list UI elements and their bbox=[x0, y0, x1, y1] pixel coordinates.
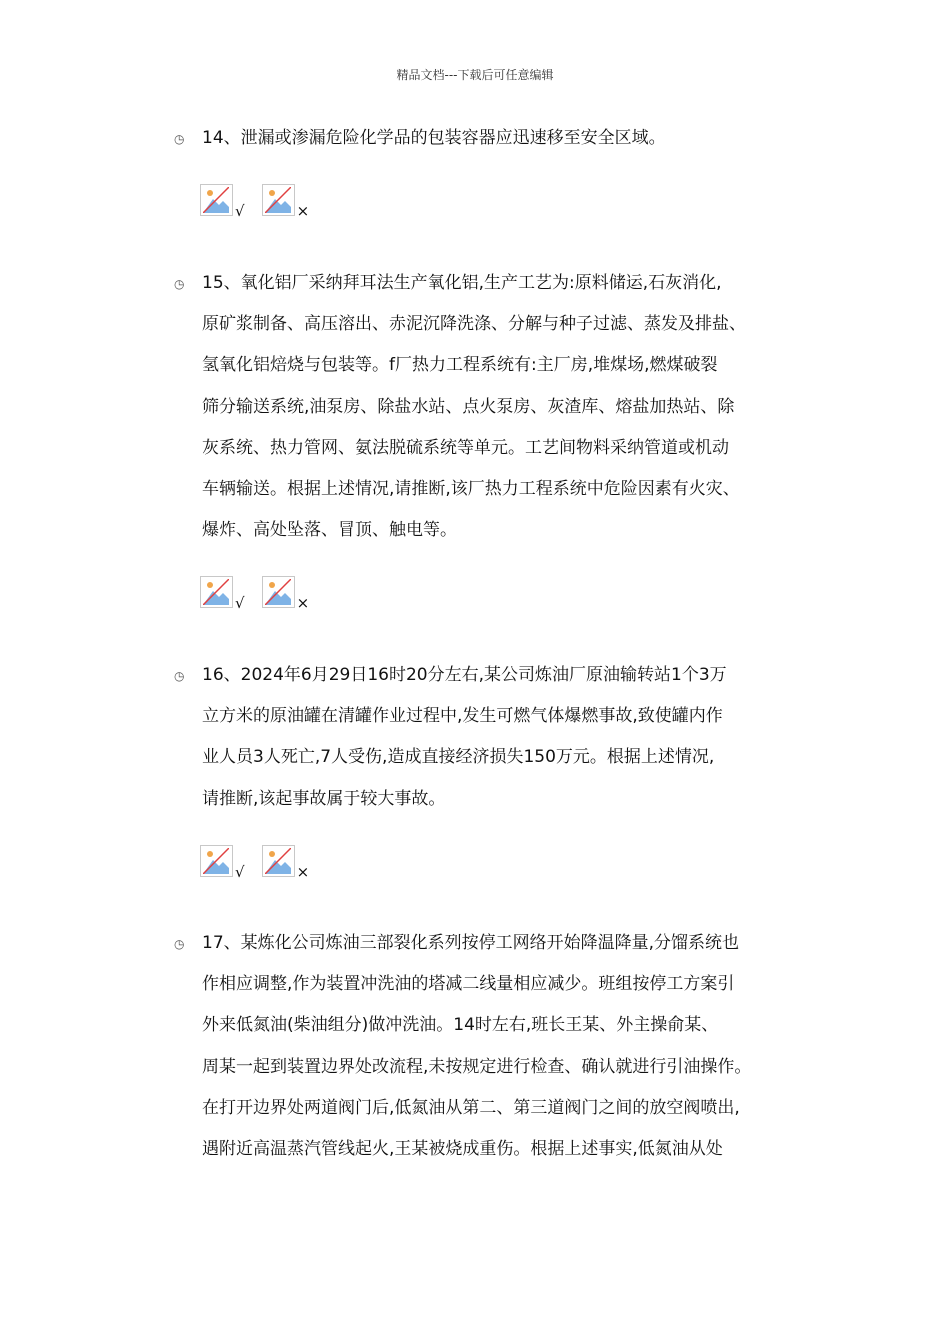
option-false[interactable] bbox=[262, 845, 310, 881]
page-header: 精品文档---下载后可任意编辑 bbox=[396, 68, 554, 82]
broken-image-icon bbox=[200, 845, 233, 877]
option-true[interactable] bbox=[200, 845, 245, 881]
clock-bullet-icon: ◷ bbox=[174, 669, 185, 683]
answer-options bbox=[200, 845, 321, 879]
cross-mark: × bbox=[296, 202, 310, 220]
cross-mark: × bbox=[296, 594, 310, 612]
answer-options bbox=[200, 576, 321, 610]
check-mark: √ bbox=[235, 594, 245, 612]
question-line: 车辆输送。根据上述情况,请推断,该厂热力工程系统中危险因素有火灾、 bbox=[202, 478, 740, 499]
question-line: 17、某炼化公司炼油三部裂化系列按停工网络开始降温降量,分馏系统也 bbox=[202, 933, 740, 953]
question-line: 筛分输送系统,油泵房、除盐水站、点火泵房、灰渣库、熔盐加热站、除 bbox=[202, 396, 735, 417]
broken-image-icon bbox=[262, 576, 295, 608]
question-line: 外来低氮油(柴油组分)做冲洗油。14时左右,班长王某、外主操俞某、 bbox=[202, 1015, 719, 1036]
question-line: 周某一起到装置边界处改流程,未按规定进行检查、确认就进行引油操作。 bbox=[202, 1056, 752, 1077]
option-false[interactable] bbox=[262, 576, 310, 612]
broken-image-icon bbox=[262, 845, 295, 877]
question-line: 遇附近高温蒸汽管线起火,王某被烧成重伤。根据上述事实,低氮油从处 bbox=[202, 1138, 723, 1159]
question-line: 氢氧化铝焙烧与包装等。f厂热力工程系统有:主厂房,堆煤场,燃煤破裂 bbox=[202, 355, 718, 376]
question-line: 在打开边界处两道阀门后,低氮油从第二、第三道阀门之间的放空阀喷出, bbox=[202, 1097, 740, 1118]
clock-bullet-icon: ◷ bbox=[174, 937, 185, 951]
question-text bbox=[202, 664, 842, 829]
clock-bullet-icon: ◷ bbox=[174, 132, 185, 146]
question-line: 16、2024年6月29日16时20分左右,某公司炼油厂原油输转站1个3万 bbox=[202, 665, 727, 685]
question-text bbox=[202, 932, 842, 1179]
answer-options bbox=[200, 184, 321, 218]
option-true[interactable] bbox=[200, 184, 245, 220]
question-line: 15、氧化铝厂采纳拜耳法生产氧化铝,生产工艺为:原料储运,石灰消化, bbox=[202, 273, 722, 293]
question-line: 原矿浆制备、高压溶出、赤泥沉降洗涤、分解与种子过滤、蒸发及排盐、 bbox=[202, 314, 746, 335]
question-line: 立方米的原油罐在清罐作业过程中,发生可燃气体爆燃事故,致使罐内作 bbox=[202, 706, 723, 727]
option-false[interactable] bbox=[262, 184, 310, 220]
broken-image-icon bbox=[200, 576, 233, 608]
cross-mark: × bbox=[296, 863, 310, 881]
option-true[interactable] bbox=[200, 576, 245, 612]
broken-image-icon bbox=[262, 184, 295, 216]
broken-image-icon bbox=[200, 184, 233, 216]
question-line: 14、泄漏或渗漏危险化学品的包装容器应迅速移至安全区域。 bbox=[202, 128, 666, 148]
question-text bbox=[202, 127, 842, 168]
question-line: 作相应调整,作为装置冲洗油的塔减二线量相应减少。班组按停工方案引 bbox=[202, 974, 735, 995]
question-line: 业人员3人死亡,7人受伤,造成直接经济损失150万元。根据上述情况, bbox=[202, 747, 715, 768]
check-mark: √ bbox=[235, 863, 245, 881]
question-line: 灰系统、热力管网、氨法脱硫系统等单元。工艺间物料采纳管道或机动 bbox=[202, 437, 729, 458]
check-mark: √ bbox=[235, 202, 245, 220]
question-line: 请推断,该起事故属于较大事故。 bbox=[202, 788, 446, 809]
clock-bullet-icon: ◷ bbox=[174, 277, 185, 291]
question-line: 爆炸、高处坠落、冒顶、触电等。 bbox=[202, 520, 457, 541]
question-text bbox=[202, 272, 842, 560]
